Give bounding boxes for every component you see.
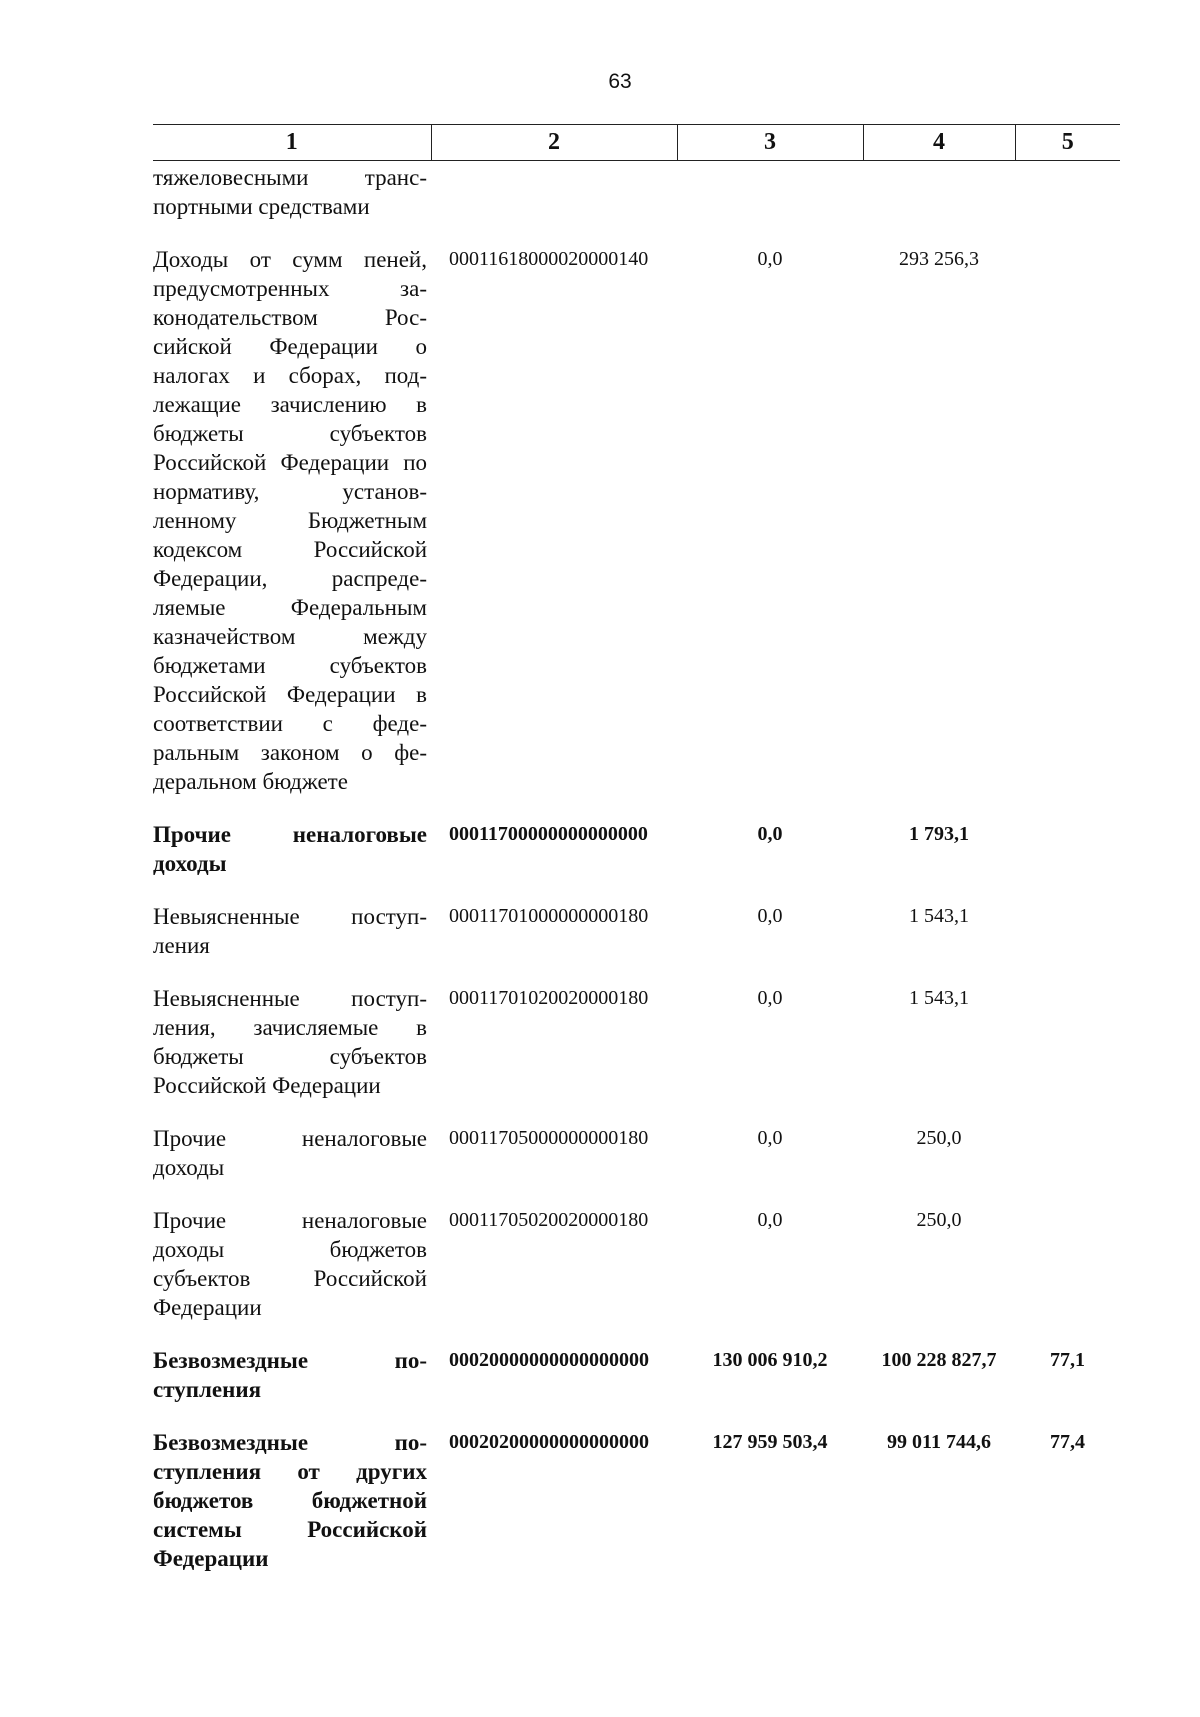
row-value-col5 [1015, 820, 1120, 902]
table-row [153, 1428, 1120, 1573]
row-code: 00011701000000000180 [449, 905, 649, 927]
row-code: 00011705000000000180 [449, 1127, 649, 1149]
row-value-col4: 293 256,3 [899, 248, 979, 270]
row-name: Невыясненные поступ-ления, зачисляемые в бюджеты субъектов Российской Федерации [153, 986, 427, 1098]
table-row [153, 1346, 1120, 1428]
row-value-col5 [1015, 984, 1120, 1124]
row-value-col5: 77,1 [1050, 1349, 1085, 1371]
row-value-col4: 99 011 744,6 [887, 1431, 991, 1453]
row-value-col5 [1015, 245, 1120, 820]
row-name: Прочие неналоговые доходы бюджетов субъектов Российской Федерации [153, 1208, 427, 1320]
row-value-col5 [1015, 161, 1120, 246]
row-value-col3: 0,0 [757, 823, 783, 845]
row-value-col4: 1 793,1 [909, 823, 969, 845]
column-header-5: 5 [1015, 125, 1120, 161]
row-code: 00011618000020000140 [449, 248, 649, 270]
row-code [431, 161, 677, 246]
column-header-1: 1 [153, 125, 431, 161]
row-value-col3: 0,0 [757, 1127, 783, 1149]
column-header-4: 4 [863, 125, 1015, 161]
row-value-col3: 130 006 910,2 [712, 1349, 828, 1371]
row-value-col3: 0,0 [757, 987, 783, 1009]
table-row [153, 1206, 1120, 1346]
table-row [153, 820, 1120, 902]
row-value-col4: 1 543,1 [909, 905, 969, 927]
row-code: 00020200000000000000 [449, 1431, 649, 1453]
row-value-col4: 1 543,1 [909, 987, 969, 1009]
table-header-row [153, 125, 1120, 161]
row-name: Доходы от сумм пеней, предусмотренных за-конодательством Рос-сийской Федерации о налогах и сборах, под-лежащие зачислению в бюджеты субъектов Российской Федерации по нормативу, установ-ленному Бюджетным кодексом Российской Федерации, распреде-ляемые Федеральным казначейством между бюджетами субъектов Российской Федерации в соответствии с феде-ральным законом о фе-деральном бюджете [153, 247, 427, 794]
table-row [153, 161, 1120, 246]
row-name: Прочие неналоговые доходы [153, 1126, 427, 1180]
column-header-3: 3 [677, 125, 863, 161]
row-name: Невыясненные поступ-ления [153, 904, 427, 958]
page-number: 63 [608, 70, 632, 93]
row-code: 00011700000000000000 [449, 823, 648, 845]
row-value-col3: 0,0 [757, 1209, 783, 1231]
row-code: 00011701020020000180 [449, 987, 649, 1009]
row-name: Прочие неналоговые доходы [153, 822, 427, 876]
row-code: 00011705020020000180 [449, 1209, 649, 1231]
row-value-col4: 250,0 [916, 1209, 962, 1231]
budget-revenue-table [153, 124, 1120, 1573]
row-name: тяжеловесными транс-портными средствами [153, 165, 427, 219]
row-value-col5 [1015, 1124, 1120, 1206]
row-value-col3: 0,0 [757, 905, 783, 927]
row-value-col5: 77,4 [1050, 1431, 1085, 1453]
row-code: 00020000000000000000 [449, 1349, 649, 1371]
row-value-col5 [1015, 1206, 1120, 1346]
row-value-col4: 250,0 [916, 1127, 962, 1149]
table-row [153, 245, 1120, 820]
table-row [153, 1124, 1120, 1206]
row-value-col3: 0,0 [757, 248, 783, 270]
row-value-col3 [677, 161, 863, 246]
table-row [153, 902, 1120, 984]
row-value-col5 [1015, 902, 1120, 984]
column-header-2: 2 [431, 125, 677, 161]
row-value-col4: 100 228 827,7 [881, 1349, 997, 1371]
row-value-col4 [863, 161, 1015, 246]
row-name: Безвозмездные по-ступления от других бюджетов бюджетной системы Российской Федерации [153, 1430, 427, 1571]
row-name: Безвозмездные по-ступления [153, 1348, 427, 1402]
table-row [153, 984, 1120, 1124]
row-value-col3: 127 959 503,4 [712, 1431, 828, 1453]
